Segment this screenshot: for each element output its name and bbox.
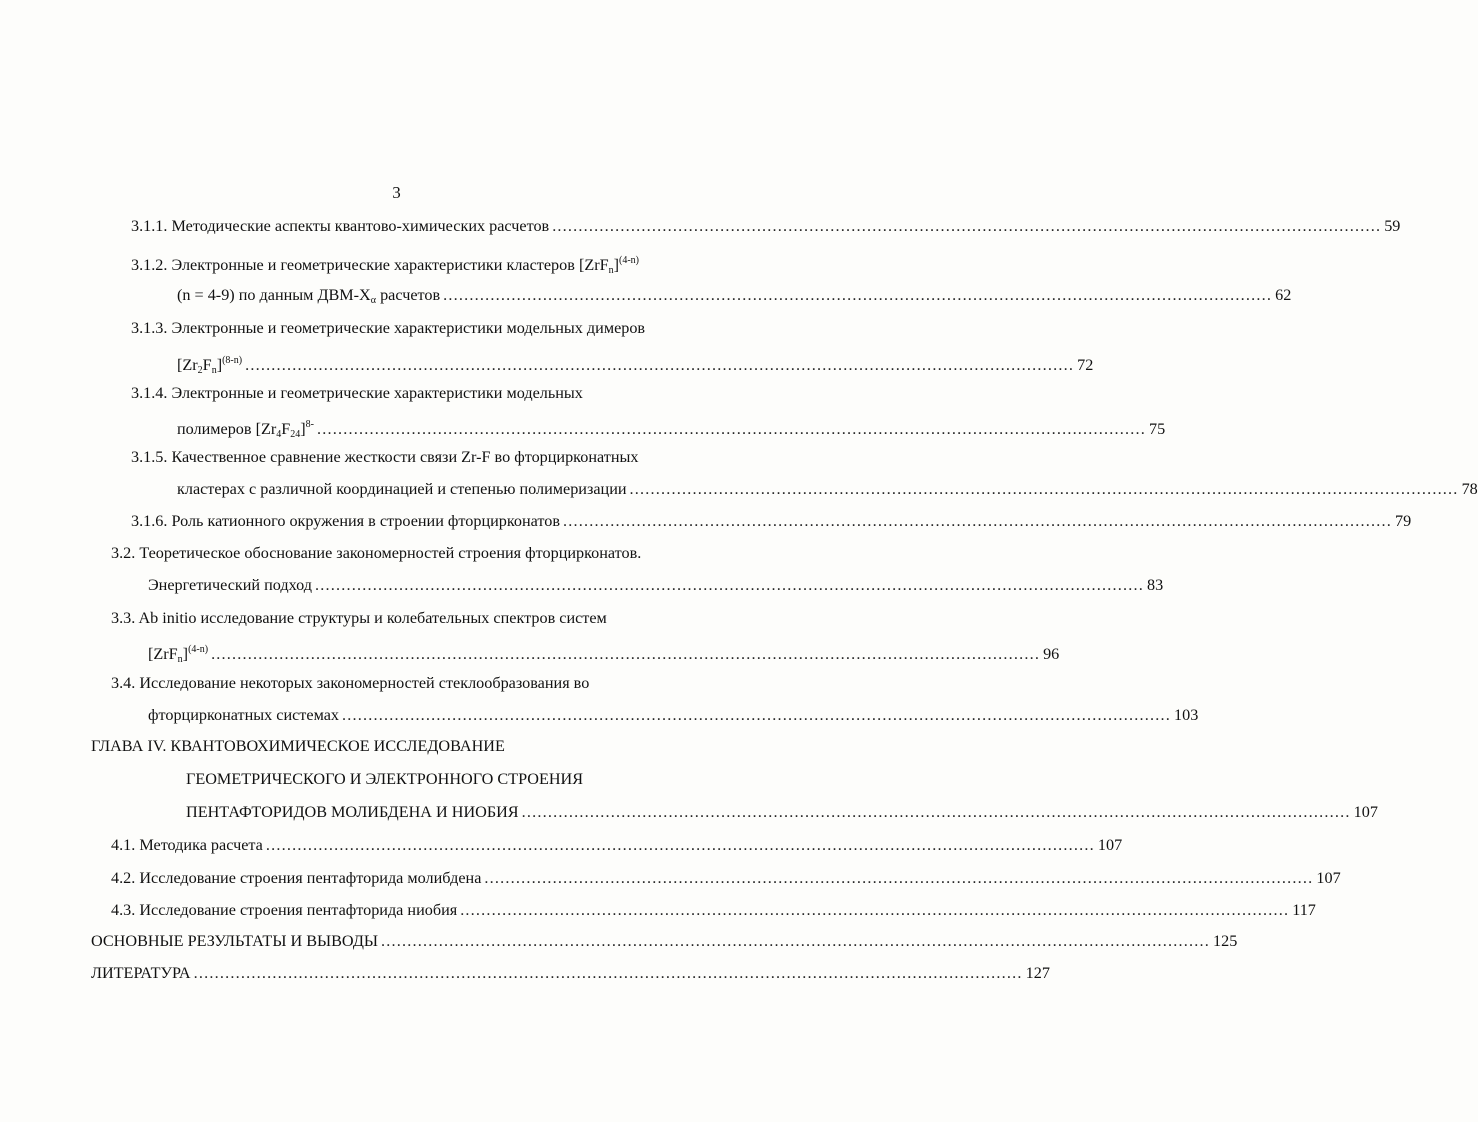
- toc-number: 4.3.: [111, 901, 136, 919]
- leader-dots: ..............................................................................................................................................................: [552, 217, 1382, 235]
- toc-literature[interactable]: [91, 961, 1050, 985]
- toc-title: Исследование некоторых закономерностей стеклообразования во: [139, 674, 590, 692]
- toc-entry-3-1-4[interactable]: [131, 381, 735, 405]
- toc-page: 62: [1275, 286, 1292, 304]
- toc-entry-3-4-cont[interactable]: [148, 703, 1199, 727]
- formula: $[ZrF_n]^{(4-n)}$: [148, 644, 209, 665]
- toc-entry-4-1[interactable]: [111, 833, 1123, 857]
- toc-title-tail: расчетов: [376, 286, 441, 304]
- toc-number: 3.1.4.: [131, 384, 168, 402]
- toc-number: 3.1.3.: [131, 319, 168, 337]
- toc-title: Ab initio исследование структуры и колебательных спектров систем: [138, 609, 607, 627]
- toc-entry-3-2[interactable]: [111, 541, 735, 565]
- toc-title-cont: Энергетический подход: [148, 576, 312, 594]
- toc-title: Исследование строения пентафторида молибдена: [139, 869, 482, 887]
- toc-number: 4.1.: [111, 836, 136, 854]
- toc-entry-3-1-4-cont[interactable]: [177, 413, 1166, 440]
- toc-page: 125: [1213, 932, 1238, 950]
- leader-dots: ..............................................................................................................................................................: [629, 480, 1459, 498]
- leader-dots: ..............................................................................................................................................................: [265, 836, 1095, 854]
- formula: полимеров $[Zr_4F_{24}]^{8-}$: [177, 419, 315, 440]
- leader-dots: ..............................................................................................................................................................: [317, 420, 1147, 438]
- toc-number: 3.4.: [111, 674, 136, 692]
- chapter-title: ГЛАВА IV. КВАНТОВОХИМИЧЕСКОЕ ИССЛЕДОВАНИЕ: [91, 737, 505, 755]
- toc-page: 117: [1292, 901, 1316, 919]
- toc-entry-3-3[interactable]: [111, 606, 735, 630]
- toc-page: 59: [1384, 217, 1401, 235]
- toc-results[interactable]: [91, 929, 1238, 953]
- toc-title-cont: фторцирконатных системах: [148, 706, 339, 724]
- chapter-title-cont: ГЕОМЕТРИЧЕСКОГО И ЭЛЕКТРОННОГО СТРОЕНИЯ: [186, 770, 584, 788]
- formula-bracket: ]: [613, 256, 620, 274]
- toc-title: ЛИТЕРАТУРА: [91, 964, 191, 982]
- toc-page: 83: [1147, 576, 1164, 594]
- formula-subscript: n: [608, 265, 614, 276]
- toc-entry-3-1-6[interactable]: [131, 509, 1412, 533]
- toc-title: Теоретическое обоснование закономерностей строения фторцирконатов.: [139, 544, 642, 562]
- toc-number: 3.1.6.: [131, 512, 168, 530]
- leader-dots: ..............................................................................................................................................................: [443, 286, 1273, 304]
- leader-dots: ..............................................................................................................................................................: [521, 803, 1351, 821]
- toc-entry-3-1-5-cont[interactable]: [177, 477, 1478, 501]
- toc-chapter-4-cont: [186, 767, 735, 791]
- toc-page: 107: [1097, 836, 1123, 854]
- toc-page: 127: [1025, 964, 1050, 982]
- leader-dots: ..............................................................................................................................................................: [563, 512, 1393, 530]
- formula-superscript: (4-n): [619, 255, 640, 266]
- toc-entry-3-1-3-cont[interactable]: [177, 349, 1094, 376]
- toc-number: 3.1.1.: [131, 217, 168, 235]
- toc-title: Электронные и геометрические характеристики модельных: [171, 384, 583, 402]
- toc-page: 78: [1461, 480, 1478, 498]
- toc-title-cont: кластерах с различной координацией и степенью полимеризации: [177, 480, 627, 498]
- toc-title: Методические аспекты квантово-химических расчетов: [171, 217, 550, 235]
- toc-title-cont: (n = 4-9) по данным ДВМ-X: [177, 286, 371, 304]
- page-number: 3: [392, 183, 401, 202]
- toc-title: Методика расчета: [139, 836, 263, 854]
- leader-dots: ..............................................................................................................................................................: [193, 964, 1023, 982]
- toc-title: Исследование строения пентафторида ниобия: [139, 901, 458, 919]
- formula: $[Zr_2F_n]^{(8-n)}$: [177, 355, 243, 376]
- toc-entry-4-2[interactable]: [111, 866, 1341, 890]
- toc-page: 96: [1043, 645, 1060, 663]
- toc-entry-3-1-2-cont[interactable]: [177, 283, 1292, 307]
- toc-page: 72: [1077, 356, 1094, 374]
- leader-dots: ..............................................................................................................................................................: [341, 706, 1171, 724]
- toc-entry-3-1-1[interactable]: [131, 214, 1401, 238]
- toc-chapter-4-cont2[interactable]: [186, 800, 1378, 824]
- toc-chapter-4[interactable]: [91, 734, 735, 758]
- formula-subscript: α: [370, 295, 377, 306]
- toc-entry-3-1-3[interactable]: [131, 316, 735, 340]
- toc-title: Электронные и геометрические характеристики кластеров [ZrF: [171, 256, 609, 274]
- chapter-title-cont: ПЕНТАФТОРИДОВ МОЛИБДЕНА И НИОБИЯ: [186, 803, 519, 821]
- toc-number: 3.1.5.: [131, 448, 168, 466]
- toc-title: Электронные и геометрические характеристики модельных димеров: [171, 319, 646, 337]
- toc-entry-3-4[interactable]: [111, 671, 735, 695]
- toc-page: 103: [1174, 706, 1199, 724]
- leader-dots: ..............................................................................................................................................................: [211, 645, 1041, 663]
- toc-title: Роль катионного окружения в строении фторцирконатов: [171, 512, 561, 530]
- toc-title: Качественное сравнение жесткости связи Zr-F во фторцирконатных: [171, 448, 639, 466]
- toc-entry-3-2-cont[interactable]: [148, 573, 1164, 597]
- toc-number: 3.2.: [111, 544, 136, 562]
- toc-title: ОСНОВНЫЕ РЕЗУЛЬТАТЫ И ВЫВОДЫ: [91, 932, 378, 950]
- toc-page: 107: [1316, 869, 1341, 887]
- leader-dots: ..............................................................................................................................................................: [484, 869, 1314, 887]
- toc-number: 3.1.2.: [131, 256, 168, 274]
- leader-dots: ..............................................................................................................................................................: [315, 576, 1145, 594]
- toc-entry-4-3[interactable]: [111, 898, 1316, 922]
- toc-number: 4.2.: [111, 869, 136, 887]
- leader-dots: ..............................................................................................................................................................: [460, 901, 1290, 919]
- toc-entry-3-1-2[interactable]: [131, 249, 735, 276]
- toc-page: 79: [1395, 512, 1412, 530]
- leader-dots: ..............................................................................................................................................................: [380, 932, 1210, 950]
- leader-dots: ..............................................................................................................................................................: [245, 356, 1075, 374]
- toc-page: 75: [1149, 420, 1166, 438]
- toc-entry-3-1-5[interactable]: [131, 445, 735, 469]
- toc-entry-3-3-cont[interactable]: [148, 638, 1060, 665]
- toc-number: 3.3.: [111, 609, 136, 627]
- toc-page: 107: [1353, 803, 1378, 821]
